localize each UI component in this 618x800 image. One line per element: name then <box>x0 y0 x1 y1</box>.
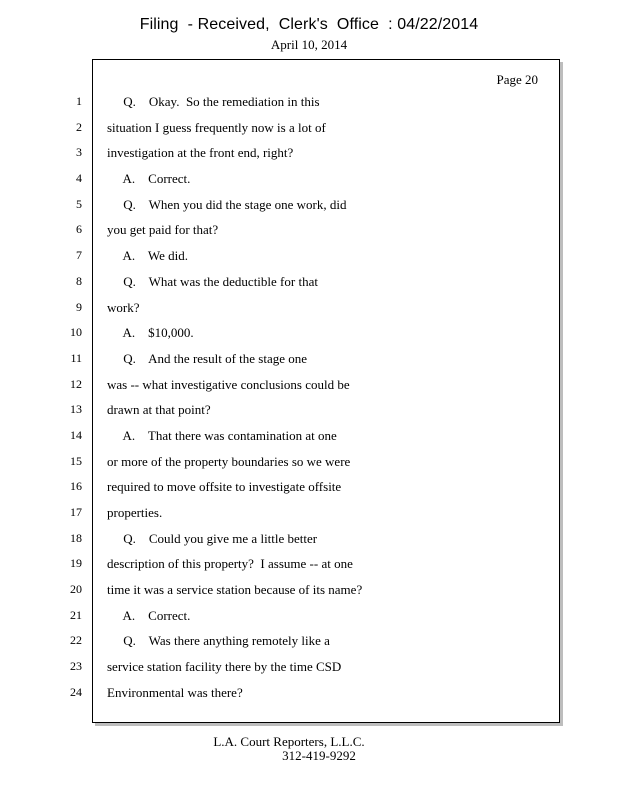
line-number: 12 <box>70 376 82 391</box>
line-number: 4 <box>76 171 82 186</box>
transcript-line: A. $10,000. <box>107 325 194 341</box>
transcript-line: service station facility there by the time CSD <box>107 659 342 675</box>
line-number: 2 <box>76 119 82 134</box>
line-number: 10 <box>70 325 82 340</box>
transcript-line: Q. Could you give me a little better <box>107 530 318 546</box>
reporter-phone: 312-419-9292 <box>282 748 356 763</box>
line-number: 18 <box>70 530 82 545</box>
line-number: 13 <box>70 402 82 417</box>
line-number: 5 <box>76 196 82 211</box>
line-number: 9 <box>76 299 82 314</box>
transcript-line: description of this property? I assume -- at one <box>107 556 353 572</box>
line-number: 16 <box>70 479 82 494</box>
transcript-line: time it was a service station because of its name? <box>107 582 363 598</box>
transcript-line: Environmental was there? <box>107 684 243 700</box>
transcript-line: drawn at that point? <box>107 402 211 418</box>
line-number: 20 <box>70 582 82 597</box>
line-number: 22 <box>70 633 82 648</box>
line-number: 1 <box>76 94 82 108</box>
page-number: Page 20 <box>496 72 538 87</box>
transcript-line: Q. What was the deductible for that <box>107 273 318 289</box>
line-number: 14 <box>70 427 82 442</box>
line-number: 15 <box>70 453 82 468</box>
transcript-line: Q. And the result of the stage one <box>107 350 308 366</box>
transcript-line: work? <box>107 299 140 315</box>
line-number: 7 <box>76 248 82 263</box>
transcript-line: A. Correct. <box>107 607 191 623</box>
line-number: 8 <box>76 273 82 288</box>
reporter-company: L.A. Court Reporters, L.L.C. <box>213 734 365 749</box>
line-number: 24 <box>70 684 82 699</box>
transcript-line: investigation at the front end, right? <box>107 145 294 161</box>
line-number: 21 <box>70 607 82 622</box>
transcript-line: situation I guess frequently now is a lot of <box>107 119 326 135</box>
transcript-line: or more of the property boundaries so we were <box>107 453 351 469</box>
transcript-line: A. We did. <box>107 248 189 264</box>
line-number: 17 <box>70 505 82 519</box>
filing-stamp: Filing - Received, Clerk's Office : 04/22/2014 <box>139 16 479 33</box>
transcript-line: was -- what investigative conclusions could be <box>107 376 350 392</box>
transcript-line: properties. <box>107 505 163 520</box>
line-number: 23 <box>70 659 82 674</box>
transcript-line: Q. When you did the stage one work, did <box>107 196 347 212</box>
line-number: 19 <box>70 556 82 571</box>
line-number-column <box>0 89 82 706</box>
deposition-date: April 10, 2014 <box>270 37 348 52</box>
transcript-line: Q. Okay. So the remediation in this <box>107 94 320 109</box>
transcript-line: required to move offsite to investigate offsite <box>107 479 342 495</box>
transcript-line: you get paid for that? <box>107 222 219 238</box>
transcript-text <box>107 89 547 706</box>
line-number: 11 <box>70 350 82 365</box>
transcript-line: Q. Was there anything remotely like a <box>107 633 330 649</box>
line-number: 6 <box>76 222 82 237</box>
transcript-line: A. That there was contamination at one <box>107 427 337 443</box>
transcript-line: A. Correct. <box>107 171 191 187</box>
line-number: 3 <box>76 145 82 160</box>
